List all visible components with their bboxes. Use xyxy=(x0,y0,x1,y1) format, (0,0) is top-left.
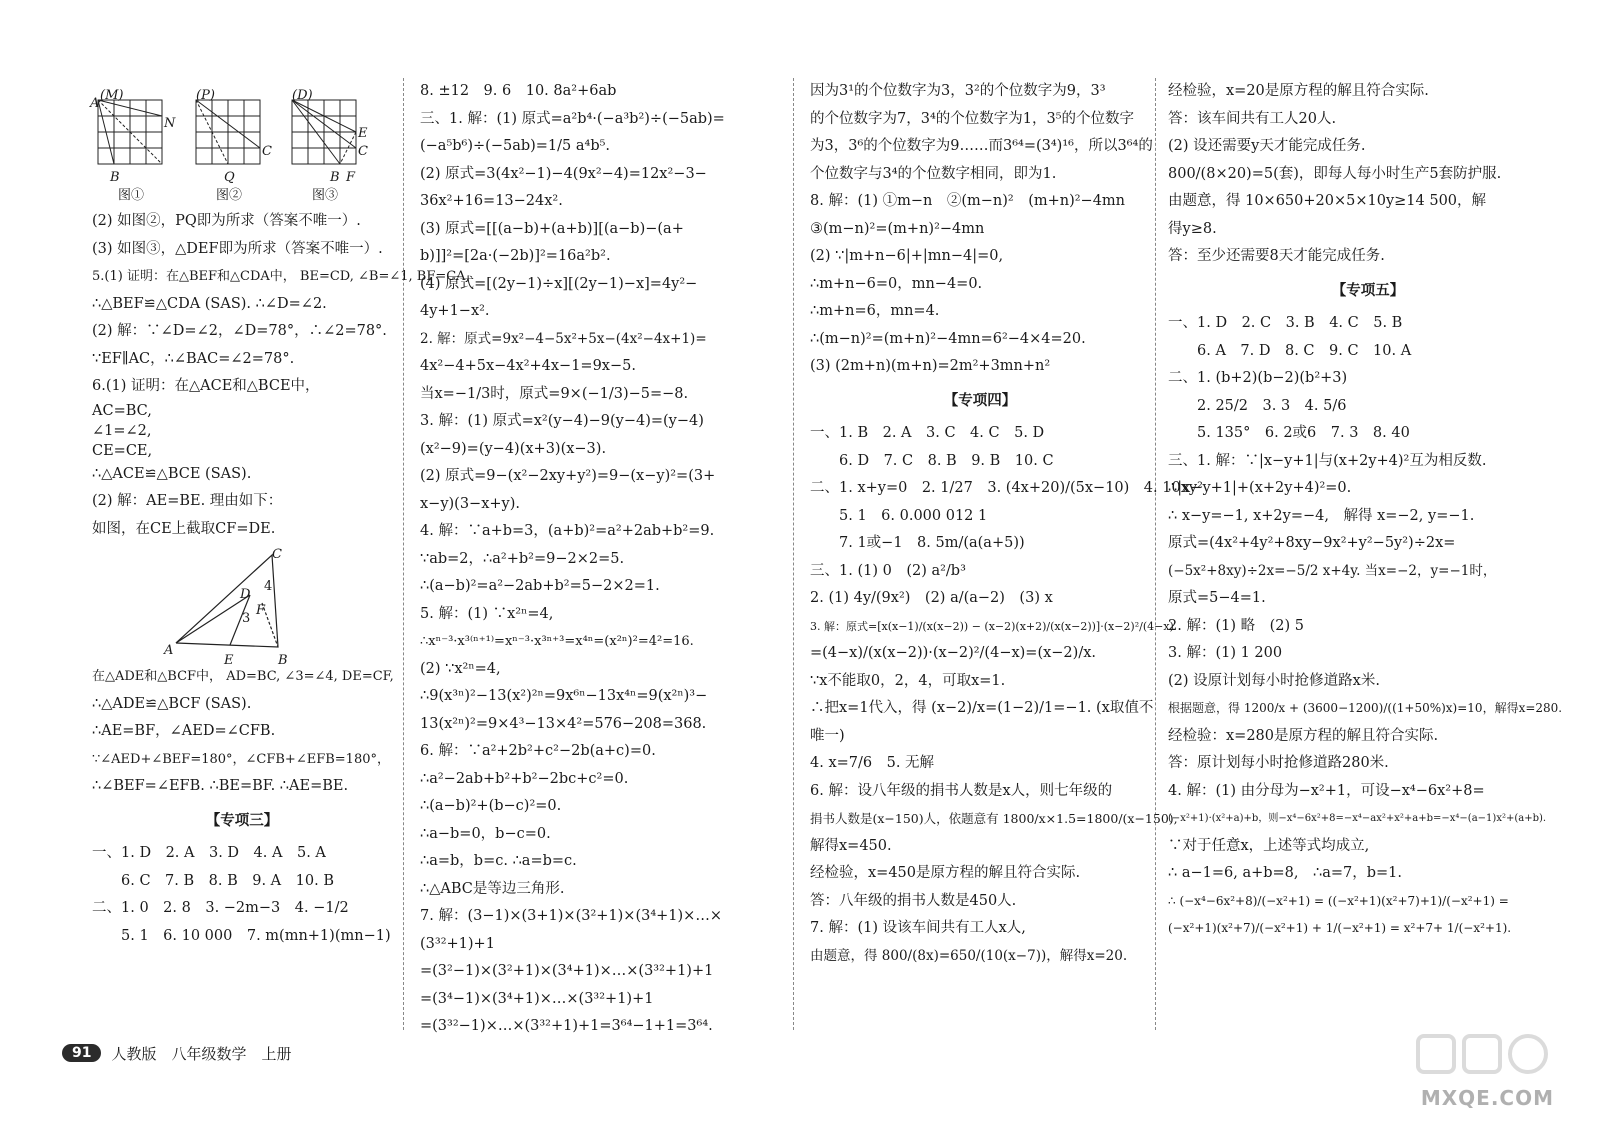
text-line: ∴a−b=0，b−c=0. xyxy=(420,825,551,842)
text-line: ∴△ACE≌△BCE (SAS). xyxy=(92,465,252,482)
text-line: ∴把x=1代入，得 (x−2)/x=(1−2)/1=−1. (x取值不 xyxy=(810,700,1154,716)
text-line: (3³²+1)+1 xyxy=(420,935,495,952)
text-line: 由题意，得 10×650+20×5×10y≥14 500，解 xyxy=(1168,193,1487,209)
fig3-label-b: B xyxy=(330,170,340,185)
text-line: ∴xⁿ⁻³·x³⁽ⁿ⁺¹⁾=xⁿ⁻³·x³ⁿ⁺³=x⁴ⁿ=(x²ⁿ)²=4²=16. xyxy=(420,634,694,649)
text-line: ③(m−n)²=(m+n)²−4mn xyxy=(810,220,985,237)
text-line: ∴(a−b)²+(b−c)²=0. xyxy=(420,798,562,814)
text-line: 原式=5−4=1. xyxy=(1168,590,1266,606)
text-line: (3) 如图③，△DEF即为所求（答案不唯一）. xyxy=(92,240,383,257)
text-line: 当x=−1/3时，原式=9×(−1/3)−5=−8. xyxy=(420,385,689,402)
text-line: 6. A 7. D 8. C 9. C 10. A xyxy=(1168,342,1412,359)
text-line: 唯一) xyxy=(810,727,845,744)
text-line: ∴△BEF≌△CDA (SAS). ∴∠D=∠2. xyxy=(92,295,327,312)
text-line: 7. 解：(1) 设该车间共有工人x人, xyxy=(810,920,1026,936)
fig2-label-p: (P) xyxy=(196,88,215,103)
text-line: (−5x²+8xy)÷2x=−5/2 x+4y. 当x=−2，y=−1时， xyxy=(1168,562,1497,579)
text-line: ∴△ABC是等边三角形. xyxy=(420,880,565,897)
text-line: 答：原计划每小时抢修道路280米. xyxy=(1168,755,1389,771)
text-line: ∴ a−1=6, a+b=8, ∴a=7，b=1. xyxy=(1168,865,1403,881)
text-line: 一、1. B 2. A 3. C 4. C 5. D xyxy=(810,425,1045,441)
tri-label-3: 3 xyxy=(242,611,251,626)
text-line: 5.(1) 证明：在△BEF和△CDA中， BE=CD, ∠B=∠1, BF=CA, xyxy=(92,269,470,284)
text-line: (2) ∵|m+n−6|+|mn−4|=0, xyxy=(810,248,1004,264)
text-line: (4) 原式=[(2y−1)÷x][(2y−1)−x]=4y²− xyxy=(420,275,698,292)
grid-figure-3 xyxy=(292,100,356,164)
text-line: ∴ x−y=−1, x+2y=−4, 解得 x=−2, y=−1. xyxy=(1168,507,1475,524)
text-line: 答：八年级的捐书人数是450人. xyxy=(810,892,1017,909)
book-title: 人教版 八年级数学 上册 xyxy=(111,1044,292,1063)
tri-label-f: F xyxy=(256,603,266,618)
text-line: 36x²+16=13−24x². xyxy=(420,193,563,209)
text-line: (2) 如图②，PQ即为所求（答案不唯一）. xyxy=(92,213,361,229)
text-line: ∴a=b，b=c. ∴a=b=c. xyxy=(420,853,577,869)
text-line: 2. 25/2 3. 3 4. 5/6 xyxy=(1168,397,1347,414)
text-line: (−x²+1)·(x²+a)+b，则−x⁴−6x²+8=−x⁴−ax²+x²+a+b=−x⁴−(a−1)x²+(a+b). xyxy=(1168,813,1547,824)
text-line: 4. 解：(1) 由分母为−x²+1，可设−x⁴−6x²+8= xyxy=(1168,782,1485,799)
text-line: ∵x不能取0，2，4，可取x=1. xyxy=(810,672,1006,689)
text-line: ∴(m−n)²=(m+n)²−4mn=6²−4×4=20. xyxy=(810,330,1086,347)
text-line: 答：至少还需要8天才能完成任务. xyxy=(1168,248,1385,264)
text-line: 因为3¹的个位数字为3，3²的个位数字为9，3³ xyxy=(810,83,1106,99)
text-line: 在△ADE和△BCF中， AD=BC, ∠3=∠4, DE=CF, xyxy=(92,669,394,684)
text-line: 三、1. 解：∵|x−y+1|与(x+2y+4)²互为相反数. xyxy=(1168,452,1487,469)
text-line: 的个位数字为7，3⁴的个位数字为1，3⁵的个位数字 xyxy=(810,110,1135,127)
tri-label-c: C xyxy=(272,547,282,562)
text-line: 答：该车间共有工人20人. xyxy=(1168,110,1337,127)
text-line: 4x²−4+5x−4x²+4x−1=9x−5. xyxy=(420,358,636,374)
text-line: (2) 原式=3(4x²−1)−4(9x²−4)=12x²−3− xyxy=(420,165,707,182)
text-line: ∴m+n=6，mn=4. xyxy=(810,303,940,319)
text-line: 5. 135° 6. 2或6 7. 3 8. 40 xyxy=(1168,425,1410,441)
text-line: ∴AE=BF，∠AED=∠CFB. xyxy=(92,723,276,739)
text-line: (2) 原式=9−(x²−2xy+y²)=9−(x−y)²=(3+ xyxy=(420,468,716,484)
text-line: 3. 解：原式=[x(x−1)/(x(x−2)) − (x−2)(x+2)/(x(x−2))]·(x−2)²/(4−x) xyxy=(810,619,1174,633)
text-line: 7. 解：(3−1)×(3+1)×(3²+1)×(3⁴+1)×…× xyxy=(420,908,722,924)
text-line: 经检验：x=280是原方程的解且符合实际. xyxy=(1168,727,1439,744)
column-divider xyxy=(793,78,794,1030)
text-line: 根据题意，得 1200/x + (3600−1200)/((1+50%)x)=10，解得x=280. xyxy=(1168,701,1563,715)
text-line: (−x²+1)(x²+7)/(−x²+1) + 1/(−x²+1) = x²+7+ 1/(−x²+1). xyxy=(1168,921,1512,935)
fig2-label-q: Q xyxy=(224,170,235,185)
text-line: 个位数字与3⁴的个位数字相同，即为1. xyxy=(810,165,1057,182)
fig1-label-m: (M) xyxy=(100,88,124,103)
text-line: ∴|x−y+1|+(x+2y+4)²=0. xyxy=(1168,480,1352,496)
text-line: 4. x=7/6 5. 无解 xyxy=(810,755,935,771)
text-line: ∵EF∥AC，∴∠BAC=∠2=78°. xyxy=(92,350,295,367)
text-line: ∴∠BEF=∠EFB. ∴BE=BF. ∴AE=BE. xyxy=(92,778,349,794)
text-line: 6. C 7. B 8. B 9. A 10. B xyxy=(92,872,334,889)
text-line: 6.(1) 证明：在△ACE和△BCE中， xyxy=(92,378,320,394)
text-line: 4y+1−x². xyxy=(420,303,490,319)
text-line: ∴a²−2ab+b²+b²−2bc+c²=0. xyxy=(420,770,629,787)
text-line: 6. 解：∵a²+2b²+c²−2b(a+c)=0. xyxy=(420,743,656,759)
triangle-figure xyxy=(92,543,392,668)
fig1-label-a: A xyxy=(90,96,100,111)
text-line: ∵对于任意x，上述等式均成立, xyxy=(1168,837,1370,854)
text-line: 7. 1或−1 8. 5m/(a(a+5)) xyxy=(810,535,1025,551)
text-line: 为3，3⁶的个位数字为9……而3⁶⁴=(3⁴)¹⁶，所以3⁶⁴的 xyxy=(810,138,1153,154)
text-line: ∴ (−x⁴−6x²+8)/(−x²+1) = ((−x²+1)(x²+7)+1)/(−x²+1) = xyxy=(1168,893,1509,908)
text-line: (2) 解：∵∠D=∠2，∠D=78°，∴∠2=78°. xyxy=(92,323,387,339)
text-line: (−a⁵b⁶)÷(−5ab)=1/5 a⁴b⁵. xyxy=(420,138,611,154)
text-line: 3. 解：(1) 1 200 xyxy=(1168,645,1283,661)
text-line: 二、1. 0 2. 8 3. −2m−3 4. −1/2 xyxy=(92,900,349,916)
text-line: ∴9(x³ⁿ)²−13(x²)²ⁿ=9x⁶ⁿ−13x⁴ⁿ=9(x²ⁿ)³− xyxy=(420,688,708,704)
column-divider xyxy=(1155,78,1156,1030)
fig1-label-n: N xyxy=(164,116,176,131)
answer-column-4 xyxy=(1168,78,1568,943)
text-line: 2. 解：原式=9x²−4−5x²+5x−(4x²−4x+1)= xyxy=(420,330,707,347)
text-line: 6. D 7. C 8. B 9. B 10. C xyxy=(810,452,1054,469)
section-title: 【专项三】 xyxy=(205,811,279,829)
text-line: 由题意，得 800/(8x)=650/(10(x−7))，解得x=20. xyxy=(810,947,1128,964)
text-line: (3) (2m+n)(m+n)=2m²+3mn+n² xyxy=(810,358,1051,374)
watermark-text: MXQE.COM xyxy=(1420,1086,1554,1110)
answer-column-2 xyxy=(420,78,765,1041)
fig2-caption: 图② xyxy=(216,188,243,203)
text-line: =(3³²−1)×…×(3³²+1)+1=3⁶⁴−1+1=3⁶⁴. xyxy=(420,1018,713,1034)
text-line: (2) 设还需要y天才能完成任务. xyxy=(1168,138,1366,154)
text-line: 2. (1) 4y/(9x²) (2) a/(a−2) (3) x xyxy=(810,590,1053,606)
grid-figure-1 xyxy=(98,100,162,164)
fig3-label-f: F xyxy=(346,170,356,185)
text-line: 13(x²ⁿ)²=9×4³−13×4²=576−208=368. xyxy=(420,715,707,732)
text-line: ∴m+n−6=0，mn−4=0. xyxy=(810,275,983,292)
text-line: 经检验，x=20是原方程的解且符合实际. xyxy=(1168,83,1429,99)
text-line: 4. 解：∵a+b=3，(a+b)²=a²+2ab+b²=9. xyxy=(420,523,715,539)
text-line: ∴(a−b)²=a²−2ab+b²=5−2×2=1. xyxy=(420,578,660,594)
text-line: 二、1. x+y=0 2. 1/27 3. (4x+20)/(5x−10) 4. 10xy² xyxy=(810,480,1203,496)
text-line: (2) 设原计划每小时抢修道路x米. xyxy=(1168,672,1380,689)
tri-label-d: D xyxy=(240,587,251,602)
page-number: 91 xyxy=(62,1044,101,1062)
tri-label-a: A xyxy=(164,643,174,658)
text-line: 如图，在CE上截取CF=DE. xyxy=(92,520,276,537)
page-footer xyxy=(62,1040,292,1066)
fig3-label-e: E xyxy=(358,126,368,141)
text-line: x−y)(3−x+y). xyxy=(420,495,520,512)
text-line: (2) ∵x²ⁿ=4, xyxy=(420,660,501,677)
text-line: 8. 解：(1) ①m−n ②(m−n)² (m+n)²−4mn xyxy=(810,193,1126,209)
column-divider xyxy=(403,78,404,1030)
tri-label-4: 4 xyxy=(264,579,273,594)
text-line: CE=CE, xyxy=(92,442,153,459)
fig3-label-c: C xyxy=(358,144,368,159)
text-line: =(4−x)/(x(x−2))·(x−2)²/(4−x)=(x−2)/x. xyxy=(810,645,1096,661)
text-line: 6. 解：设八年级的捐书人数是x人，则七年级的 xyxy=(810,782,1113,799)
tri-label-e: E xyxy=(224,653,234,668)
text-line: 经检验，x=450是原方程的解且符合实际. xyxy=(810,865,1081,881)
text-line: 5. 1 6. 10 000 7. m(mn+1)(mn−1) xyxy=(92,927,391,944)
text-line: AC=BC, xyxy=(92,402,152,419)
fig2-label-c: C xyxy=(262,144,272,159)
fig3-caption: 图③ xyxy=(312,188,339,203)
text-line: 5. 1 6. 0.000 012 1 xyxy=(810,507,988,524)
text-line: 3. 解：(1) 原式=x²(y−4)−9(y−4)=(y−4) xyxy=(420,413,704,429)
text-line: 捐书人数是(x−150)人，依题意有 1800/x×1.5=1800/(x−150), xyxy=(810,811,1178,826)
fig1-caption: 图① xyxy=(118,188,145,203)
grid-figures xyxy=(92,88,392,208)
text-line: =(3⁴−1)×(3⁴+1)×…×(3³²+1)+1 xyxy=(420,990,654,1007)
tri-label-b: B xyxy=(278,653,288,668)
text-line: (3) 原式=[[(a−b)+(a+b)][(a−b)−(a+ xyxy=(420,220,684,237)
text-line: b)]]²=[2a·(−2b)]²=16a²b². xyxy=(420,248,611,264)
text-line: 一、1. D 2. A 3. D 4. A 5. A xyxy=(92,845,326,861)
text-line: 5. 解：(1) ∵x²ⁿ=4, xyxy=(420,605,554,622)
grid-figure-2 xyxy=(196,100,260,164)
text-line: ∵∠AED+∠BEF=180°，∠CFB+∠EFB=180°， xyxy=(92,751,390,767)
text-line: (x²−9)=(y−4)(x+3)(x−3). xyxy=(420,440,607,457)
text-line: 三、1. (1) 0 (2) a²/b³ xyxy=(810,562,966,579)
text-line: 一、1. D 2. C 3. B 4. C 5. B xyxy=(1168,315,1403,331)
text-line: ∵ab=2，∴a²+b²=9−2×2=5. xyxy=(420,550,625,567)
text-line: 原式=(4x²+4y²+8xy−9x²+y²−5y²)÷2x= xyxy=(1168,535,1456,551)
fig1-label-b: B xyxy=(110,170,120,185)
text-line: (2) 解：AE=BE. 理由如下： xyxy=(92,493,283,509)
text-line: 得y≥8. xyxy=(1168,220,1217,237)
text-line: 2. 解：(1) 略 (2) 5 xyxy=(1168,617,1304,634)
text-line: 800/(8×20)=5(套)，即每人每小时生产5套防护服. xyxy=(1168,165,1502,182)
section-title: 【专项五】 xyxy=(1331,281,1405,299)
text-line: 解得x=450. xyxy=(810,837,892,854)
text-line: =(3²−1)×(3²+1)×(3⁴+1)×…×(3³²+1)+1 xyxy=(420,963,714,979)
section-title: 【专项四】 xyxy=(943,391,1017,409)
text-line: 二、1. (b+2)(b−2)(b²+3) xyxy=(1168,370,1348,386)
fig3-label-d: (D) xyxy=(292,88,313,103)
text-line: 三、1. 解：(1) 原式=a²b⁴·(−a³b²)÷(−5ab)= xyxy=(420,110,725,127)
text-line: ∴△ADE≌△BCF (SAS). xyxy=(92,695,252,712)
text-line: 8. ±12 9. 6 10. 8a²+6ab xyxy=(420,83,617,99)
text-line: ∠1=∠2, xyxy=(92,422,152,439)
